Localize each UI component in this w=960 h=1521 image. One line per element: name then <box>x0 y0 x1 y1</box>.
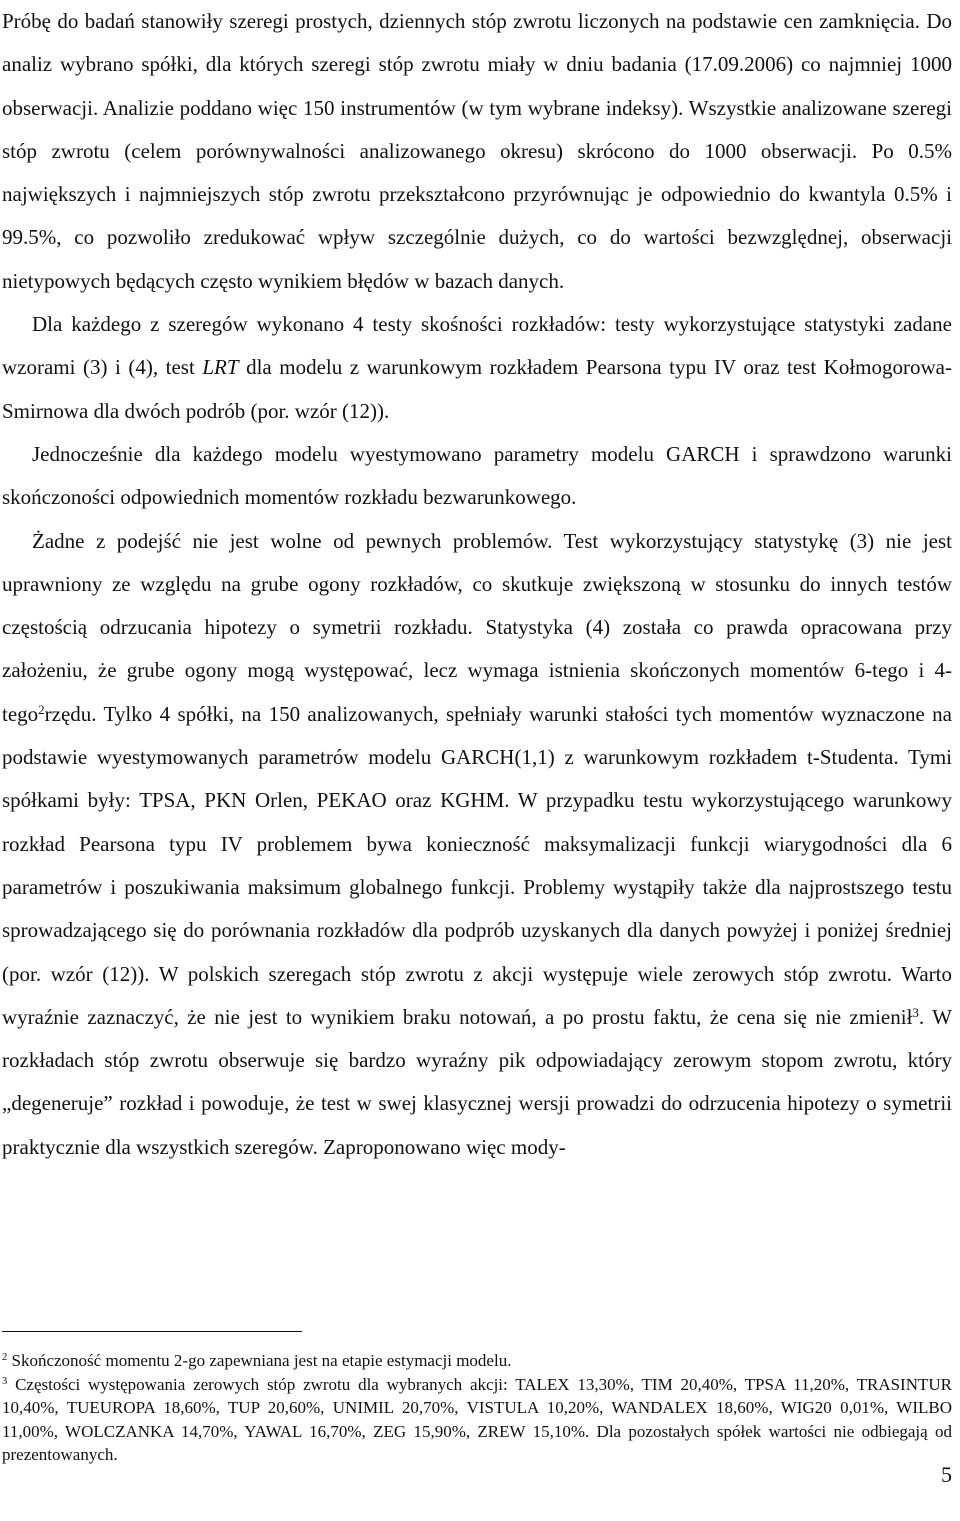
paragraph <box>2 303 952 433</box>
page-number: 5 <box>941 1462 952 1487</box>
text-run: Jednocześnie dla każdego modelu wyestymowano parametry modelu GARCH i sprawdzono warunki skończoności odpowiednich momentów rozkładu bezwarunkowego. <box>2 441 952 510</box>
footnote <box>2 1349 952 1373</box>
paragraph <box>2 520 952 1169</box>
footnotes <box>2 1349 952 1467</box>
paragraph <box>2 433 952 520</box>
text-run: Dla każdego z szeregów wykonano 4 testy skośności rozkładów: testy wykorzystujące statystyki zadane wzorami (3) i (4), test <box>2 312 952 380</box>
body-text <box>2 0 952 1169</box>
footnote-number: 2 <box>2 1352 8 1364</box>
text-run: rzędu. Tylko 4 spółki, na 150 analizowanych, spełniały warunki stałości tych momentów wyznaczone na podstawie wyestymowanych parametrów modelu GARCH(1,1) z warunkowym rozkładem t-Studenta. Tymi spółkami były: TPSA, PKN Orlen, PEKAO oraz KGHM. W przypadku testu wykorzystującego warunkowy rozkład Pearsona typu IV problemem bywa konieczność maksymalizacji funkcji wiarygodności dla 6 parametrów i poszukiwania maksimum globalnego funkcji. Problemy wystąpiły także dla najprostszego testu sprowadzającego się do porównania rozkładów dla podprób uzyskanych dla danych powyżej i poniżej średniej (por. wzór (12)). W polskich szeregach stóp zwrotu z akcji występuje wiele zerowych stóp zwrotu. Warto wyraźnie zaznaczyć, że nie jest to wynikiem braku notowań, a po prostu faktu, że cena się nie zmienił <box>2 701 952 1029</box>
footnote-ref: 3 <box>912 1004 919 1020</box>
footnote-text: Skończoność momentu 2-go zapewniana jest na etapie estymacji modelu. <box>7 1351 512 1370</box>
footnote-ref: 2 <box>38 701 45 717</box>
text-run: dla modelu z warunkowym rozkładem Pearsona typu IV oraz test Kołmogorowa-Smirnowa dla dwóch podrób (por. wzór (12)). <box>2 355 952 423</box>
paragraph <box>2 0 952 303</box>
footnote-separator <box>2 1331 302 1332</box>
footnote-text: Częstości występowania zerowych stóp zwrotu dla wybranych akcji: TALEX 13,30%, TIM 20,40%, TPSA 11,20%, TRASINTUR 10,40%, TUEUROPA 18,60%, TUP 20,60%, UNIMIL 20,70%, VISTULA 10,20%, WANDALEX 18,60%, WIG20 0,01%, WILBO 11,00%, WOLCZANKA 14,70%, YAWAL 16,70%, ZEG 15,90%, ZREW 15,10%. Dla pozostałych spółek wartości nie odbiegają od prezentowanych. <box>2 1374 952 1464</box>
footnote <box>2 1373 952 1467</box>
italic-term: LRT <box>202 355 239 380</box>
footnote-number: 3 <box>2 1375 8 1387</box>
text-run: . W rozkładach stóp zwrotu obserwuje się bardzo wyraźny pik odpowiadający zerowym stopom zwrotu, który „degeneruje” rozkład i powoduje, że test w swej klasycznej wersji prowadzi do odrzucenia hipotezy o symetrii praktycznie dla wszystkich szeregów. Zaproponowano więc mody- <box>2 1004 952 1159</box>
text-run: Próbę do badań stanowiły szeregi prostych, dziennych stóp zwrotu liczonych na podstawie cen zamknięcia. Do analiz wybrano spółki, dla których szeregi stóp zwrotu miały w dniu badania (17.09.2006) co najmniej 1000 obserwacji. Analizie poddano więc 150 instrumentów (w tym wybrane indeksy). Wszystkie analizowane szeregi stóp zwrotu (celem porównywalności analizowanego okresu) skrócono do 1000 obserwacji. Po 0.5% największych i najmniejszych stóp zwrotu przekształcono przyrównując je odpowiednio do kwantyla 0.5% i 99.5%, co pozwoliło zredukować wpływ szczególnie dużych, co do wartości bezwzględnej, obserwacji nietypowych będących często wynikiem błędów w bazach danych. <box>2 9 952 293</box>
text-run: Żadne z podejść nie jest wolne od pewnych problemów. Test wykorzystujący statystykę (3) nie jest uprawniony ze względu na grube ogony rozkładów, co skutkuje zwiększoną w stosunku do innych testów częstością odrzucania hipotezy o symetrii rozkładu. Statystyka (4) została co prawda opracowana przy założeniu, że grube ogony mogą występować, lecz wymaga istnienia skończonych momentów 6-tego i 4-tego <box>2 528 952 726</box>
